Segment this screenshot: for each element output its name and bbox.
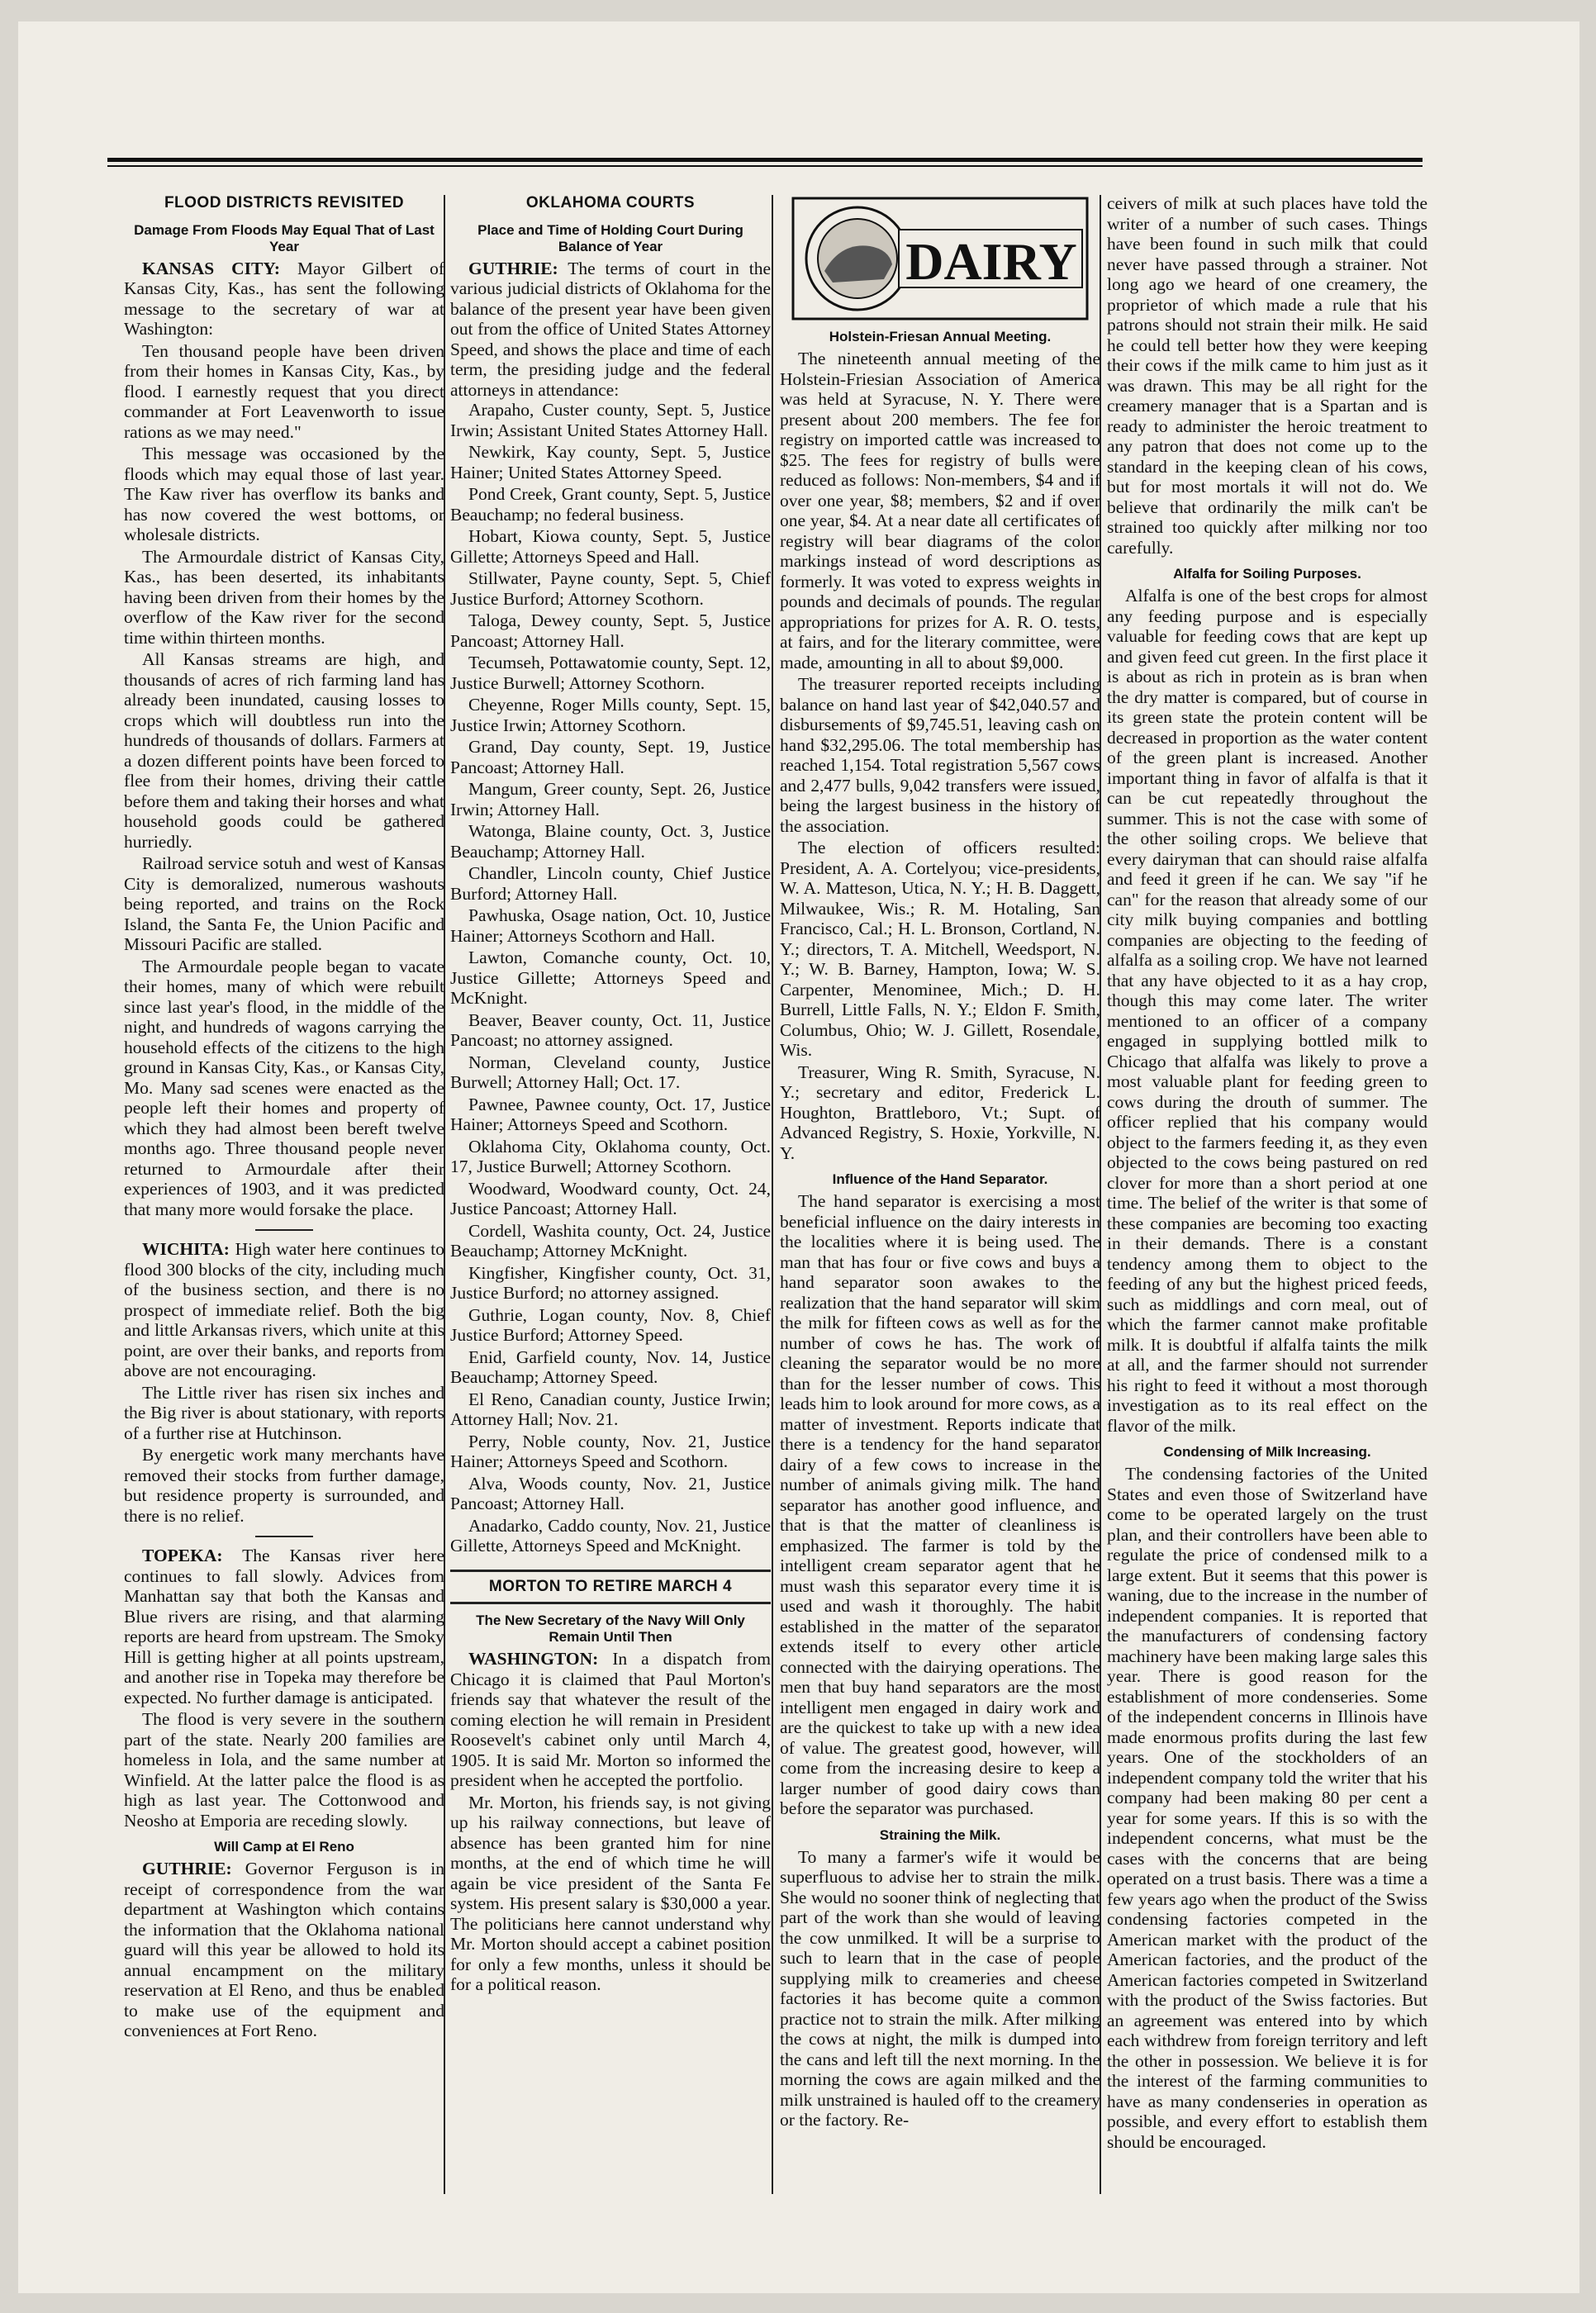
court-entry: Norman, Cleveland county, Justice Burwell; Attorney Hall; Oct. 17. — [450, 1052, 771, 1092]
court-entry: Mangum, Greer county, Sept. 26, Justice Irwin; Attorney Hall. — [450, 779, 771, 819]
separator-subhead: Influence of the Hand Separator. — [832, 1171, 1048, 1187]
condensing-subhead: Condensing of Milk Increasing. — [1163, 1444, 1371, 1460]
court-entry: Alva, Woods county, Nov. 21, Justice Pancoast; Attorney Hall. — [450, 1473, 771, 1513]
court-entry: Perry, Noble county, Nov. 21, Justice Hainer; Attorneys Speed and Scothorn. — [450, 1431, 771, 1471]
court-entry: Stillwater, Payne county, Sept. 5, Chief Justice Burford; Attorney Scothorn. — [450, 568, 771, 609]
paragraph: The Armourdale district of Kansas City, Kas., has been deserted, its inhabitants having been driven from their homes by the overflow of the Kaw river for the second time within thirteen months. — [124, 546, 444, 648]
column-1 — [124, 193, 444, 2041]
dairy-logo — [791, 197, 1089, 321]
court-entry: Taloga, Dewey county, Sept. 5, Justice Pancoast; Attorney Hall. — [450, 610, 771, 651]
divider — [255, 1229, 313, 1231]
paragraph: GUTHRIE: The terms of court in the various judicial districts of Oklahoma for the balance of the present year have been given out from the office of United States Attorney Speed, and shows the place and time of each term, the presiding judge and the federal attorneys in attendance: — [450, 258, 771, 400]
morton-subhead: The New Secretary of the Navy Will Only Remain Until Then — [476, 1612, 745, 1645]
court-entry: Newkirk, Kay county, Sept. 5, Justice Hainer; United States Attorney Speed. — [450, 442, 771, 482]
paragraph: WICHITA: High water here continues to flood 300 blocks of the city, including much of the business section, and there is no prospect of immediate relief. Both the big and little Arkansas rivers, which unite at this point, are over their banks, and reports from above are not encouraging. — [124, 1239, 444, 1380]
court-entry: Tecumseh, Pottawatomie county, Sept. 12, Justice Burwell; Attorney Scothorn. — [450, 653, 771, 693]
courts-headline: OKLAHOMA COURTS — [525, 194, 696, 211]
courts-subhead: Place and Time of Holding Court During Balance of Year — [477, 221, 743, 254]
column-4 — [1107, 193, 1427, 2152]
paragraph: WASHINGTON: In a dispatch from Chicago it is claimed that Paul Morton's friends say that whatever the result of the coming election he will remain in President Roosevelt's cabinet only until March 4, 1905. It is said Mr. Morton so informed the president when he accepted the portfolio. — [450, 1649, 771, 1790]
court-schedule-list — [450, 400, 771, 1556]
paragraph: The nineteenth annual meeting of the Holstein-Friesian Association of America was held at Syracuse, N. Y. There were present about 200 members. The fee for registry on imported cattle was increased to $25. The fees for registry of bulls were reduced as follows: Non-members, $4 and if over one year, $8; members, $2 and if over one year, $4. At a near date all certificates of registry will bear diagrams of the color markings instead of word descriptions as formerly. It was voted to express weights in pounds and decimals of pounds. The regular appropriations for prizes for A. R. O. tests, at fairs, and for the literary committee, were made, amounting in all to about $9,000. — [780, 349, 1100, 672]
court-entry: Cordell, Washita county, Oct. 24, Justice Beauchamp; Attorney McKnight. — [450, 1220, 771, 1261]
court-entry: Anadarko, Caddo county, Nov. 21, Justice Gillette, Attorneys Speed and McKnight. — [450, 1515, 771, 1555]
top-rule — [107, 158, 1423, 162]
paragraph: The election of officers resulted: President, A. A. Cortelyou; vice-presidents, W. A. Matteson, Utica, N. Y.; H. B. Daggett, Milwaukee, Wis.; R. M. Hotaling, San Francisco, Cal.; H. L. Bronson, Cortland, N. Y.; directors, T. A. Mitchell, Weedsport, N. Y.; W. B. Barney, Hampton, Iowa; W. S. Carpenter, Menominee, Mich.; D. H. Burrell, Little Falls, N. Y.; Eldon F. Smith, Columbus, Ohio; W. J. Gillett, Rosendale, Wis. — [780, 838, 1100, 1060]
paragraph: TOPEKA: The Kansas river here continues to fall slowly. Advices from Manhattan say that both the Kansas and Blue rivers are rising, and that alarming reports are heard from upstream. The Smoky Hill is getting higher at all points upstream, and another rise in Topeka may therefore be expected. No further damage is anticipated. — [124, 1546, 444, 1707]
paragraph: Railroad service sotuh and west of Kansas City is demoralized, numerous washouts being reported, and trains on the Rock Island, the Santa Fe, the Union Pacific and Missouri Pacific are stalled. — [124, 853, 444, 954]
paragraph: Mr. Morton, his friends say, is not giving up his railway connections, but leave of absence has been granted him for nine months, at the end of which time he will again be vice president of the Santa Fe system. His present salary is $30,000 a year. The politicians here cannot understand why Mr. Morton should accept a cabinet position for only a few months, unless it should be for a political reason. — [450, 1792, 771, 1994]
paragraph: The Armourdale people began to vacate their homes, many of which were rebuilt since last year's flood, in the middle of the night, and hundreds of wagons carrying the household effects of the citizens to the high ground in Kansas City, Kas., or Kansas City, Mo. Many sad scenes were enacted as the people left their homes and property of which they had almost been bereft twelve months ago. Three thousand people never returned to Armourdale after their experiences of 1903, and it was predicted that many more would forsake the place. — [124, 956, 444, 1219]
paragraph: Alfalfa is one of the best crops for almost any feeding purpose and is especially valuable for feeding cows that are kept up and given feed cut green. In the first place it is about as rich in protein as is bran when the dry matter is compared, but of course in its green state the protein content will be decreased in proportion as the water content of the green plant is increased. Another important thing in favor of alfalfa is that it can be cut repeatedly throughout the summer. This is not the case with some of the other soiling crops. We believe that every dairyman that can should raise alfalfa and feed it green if he can. We say "if he can" for the reason that already some of our city milk buying companies and bottling companies are objecting to the feeding of alfalfa as a soiling crop. We have not learned that any have objected to it as a hay crop, though this may come later. The writer mentioned to an officer of a company engaged in supplying bottled milk to Chicago that alfalfa was likely to prove a most valuable plant for feeding green to cows during the drouth of summer. The officer replied that his company would object to the farmers feeding it, as they even objected to the cows being pastured on red clover for more than a short period at one time. The belief of the writer is that some of these companies are becoming too exacting in their demands. There is a constant tendency among them to object to the feeding of any but the highest priced feeds, such as middlings and corn meal, out of which the farmer cannot make profitable milk. It is doubtful if alfalfa taints the milk at all, and the farmer should not surrender his right to feed it without a most thorough investigation as to its real effect on the flavor of the milk. — [1107, 586, 1427, 1436]
court-entry: Oklahoma City, Oklahoma county, Oct. 17, Justice Burwell; Attorney Scothorn. — [450, 1136, 771, 1176]
top-rule-thin — [107, 165, 1423, 167]
column-2 — [450, 193, 771, 1995]
court-entry: Watonga, Blaine county, Oct. 3, Justice Beauchamp; Attorney Hall. — [450, 821, 771, 862]
court-entry: Enid, Garfield county, Nov. 14, Justice Beauchamp; Attorney Speed. — [450, 1346, 771, 1387]
alfalfa-subhead: Alfalfa for Soiling Purposes. — [1173, 566, 1361, 582]
court-entry: Pawnee, Pawnee county, Oct. 17, Justice Hainer; Attorneys Speed and Scothorn. — [450, 1094, 771, 1134]
court-entry: Kingfisher, Kingfisher county, Oct. 31, Justice Burford; no attorney assigned. — [450, 1262, 771, 1303]
paragraph: The hand separator is exercising a most beneficial influence on the dairy interests in the localities where it is being used. The man that has four or five cows and buys a hand separator soon awakes to the realization that the hand separator will skim the milk for fifteen cows as well as for the number of cows he has. The work of cleaning the separator would be no more than for the lesser number of cows. This leads him to look around for more cows, as a matter of investment. Reports indicate that there is a tendency for the hand separator dairy of a few cows to increase in the number of animals giving milk. The hand separator has another good influence, and that is that the matter of cleanliness is emphasized. The farmer is told by the intelligent cream separator agent that he must wash this separator every time it is used and wash it thoroughly. The habit established in the matter of the separator extends itself to every other article connected with the dairying operations. The men that buy hand separators are the most intelligent men engaged in dairy work and are the quickest to take up with a new idea of value. The greatest good, however, will come from the increasing desire to keep a larger number of good dairy cows than before the separator was purchased. — [780, 1191, 1100, 1818]
court-entry: Pawhuska, Osage nation, Oct. 10, Justice Hainer; Attorneys Scothorn and Hall. — [450, 905, 771, 946]
flood-subhead: Damage From Floods May Equal That of Last Year — [134, 221, 435, 254]
column-3 — [780, 193, 1100, 2130]
dairy-logo-text: DAIRY — [905, 232, 1077, 291]
column-rule — [772, 195, 773, 2194]
paragraph: GUTHRIE: Governor Ferguson is in receipt of correspondence from the war department at Washington which contains the information that the Oklahoma national guard will this year be allowed to hold its annual encampment on the military reservation at El Reno, and thus be enabled to make use of the equipment and conveniences at Fort Reno. — [124, 1859, 444, 2040]
newspaper-page — [18, 21, 1579, 2293]
camp-subhead: Will Camp at El Reno — [214, 1839, 354, 1855]
paragraph: By energetic work many merchants have removed their stocks from further damage, but residence property is surrounded, and there is no relief. — [124, 1445, 444, 1526]
paragraph: Ten thousand people have been driven from their homes in Kansas City, Kas., by flood. I earnestly request that you direct commander at Fort Leavenworth to issue rations as we may need." — [124, 340, 444, 442]
divider — [255, 1536, 313, 1537]
court-entry: Guthrie, Logan county, Nov. 8, Chief Justice Burford; Attorney Speed. — [450, 1304, 771, 1345]
court-entry: Hobart, Kiowa county, Sept. 5, Justice Gillette; Attorneys Speed and Hall. — [450, 526, 771, 567]
court-entry: El Reno, Canadian county, Justice Irwin; Attorney Hall; Nov. 21. — [450, 1389, 771, 1429]
flood-headline: FLOOD DISTRICTS REVISITED — [164, 194, 405, 211]
paragraph-continued: ceivers of milk at such places have told the writer of a number of such cases. Things have been found in such milk that could never have passed through a strainer. Not long ago we heard of one creamery, the proprietor of which made a rule that his patrons should not strain their milk. He said he could tell better how they were keeping their cows if the milk came to him just as it was drawn. This may be all right for the creamery manager that is a Spartan and is ready to administer the heroic treatment to any patron that does not come up to the standard in the keeping clean of his cows, but for most mortals it will not do. We believe that ordinarily the milk can't be strained too quickly after milking nor too carefully. — [1107, 193, 1427, 558]
court-entry: Pond Creek, Grant county, Sept. 5, Justice Beauchamp; no federal business. — [450, 484, 771, 525]
paragraph: The condensing factories of the United States and even those of Switzerland have come to be operated largely on the trust plan, and their controllers have been able to regulate the price of condensed milk to a large extent. But it seems that this power is waning, due to the increase in the number of independent companies. It is reported that the manufacturers of condensing factory machinery have been making large sales this year. There is good reason for the establishment of more condenseries. Some of the independent concerns in Illinois have made enormous profits during the last few years. One of the stockholders of an independent company told the writer that his company had been making 80 per cent a year for some years. If this is so with the independent concerns, what must be the cases with the concerns that are being operated on a trust basis. There was a time a few years ago when the product of the Swiss condensing factories competed in the American market with the product of the American factories, and the product of the American factories competed in Switzerland with the product of the Swiss factories. But an agreement was entered into by which each withdrew from foreign territory and left the other in possession. We believe it is for the interest of the farming communities to have as many condenseries in operation as possible, and every effort to establish them should be encouraged. — [1107, 1464, 1427, 2152]
court-entry: Woodward, Woodward county, Oct. 24, Justice Pancoast; Attorney Hall. — [450, 1178, 771, 1218]
paragraph: The Little river has risen six inches and the Big river is about stationary, with reports of a further rise at Hutchinson. — [124, 1382, 444, 1443]
court-entry: Lawton, Comanche county, Oct. 10, Justice Gillette; Attorneys Speed and McKnight. — [450, 948, 771, 1008]
court-entry: Arapaho, Custer county, Sept. 5, Justice Irwin; Assistant United States Attorney Hall. — [450, 400, 771, 440]
holstein-subhead: Holstein-Friesan Annual Meeting. — [829, 329, 1052, 344]
paragraph: To many a farmer's wife it would be superfluous to advise her to strain the milk. She would no sooner think of neglecting that part of the work than she would of leaving the cow unmilked. It will be a surprise to such to learn that in the case of people supplying milk to creameries and cheese factories it has become quite a common practice not to strain the milk. After milking the cows at night, the milk is dumped into the cans and left till the next morning. In the morning the cows are again milked and the milk unstrained is hauled off to the creamery or the factory. Re- — [780, 1846, 1100, 2130]
morton-headline: MORTON TO RETIRE MARCH 4 — [450, 1570, 771, 1605]
straining-subhead: Straining the Milk. — [879, 1826, 1001, 1843]
paragraph: KANSAS CITY: Mayor Gilbert of Kansas City, Kas., has sent the following message to the secretary of war at Washington: — [124, 258, 444, 339]
paragraph: Treasurer, Wing R. Smith, Syracuse, N. Y.; secretary and editor, Frederick L. Houghton, Brattleboro, Vt.; Supt. of Advanced Registry, S. Hoxie, Yorkville, N. Y. — [780, 1062, 1100, 1163]
paragraph: All Kansas streams are high, and thousands of acres of rich farming land has already been inundated, causing losses to crops which will doubtless run into the hundreds of thousands of dollars. Farmers at a dozen different points have been forced to flee from their homes, driving their cattle before them and taking their horses and what household goods could be gathered hurriedly. — [124, 649, 444, 852]
court-entry: Beaver, Beaver county, Oct. 11, Justice Pancoast; no attorney assigned. — [450, 1009, 771, 1050]
court-entry: Grand, Day county, Sept. 19, Justice Pancoast; Attorney Hall. — [450, 737, 771, 777]
court-entry: Chandler, Lincoln county, Chief Justice Burford; Attorney Hall. — [450, 863, 771, 904]
paragraph: The treasurer reported receipts including balance on hand last year of $42,040.57 and disbursements of $9,745.51, leaving cash on hand $32,295.06. The total membership has reached 1,154. Total registration 5,567 cows and 2,477 bulls, 9,042 transfers were issued, being the largest business in the history of the association. — [780, 674, 1100, 836]
paragraph: This message was occasioned by the floods which may equal those of last year. The Kaw river has overflow its banks and has now covered the west bottoms, or wholesale districts. — [124, 444, 444, 544]
paragraph: The flood is very severe in the southern part of the state. Nearly 200 families are homeless in Iola, and the same number at Winfield. At the latter palce the flood is as high as last year. The Cottonwood and Neosho at Emporia are receding slowly. — [124, 1709, 444, 1831]
court-entry: Cheyenne, Roger Mills county, Sept. 15, Justice Irwin; Attorney Scothorn. — [450, 695, 771, 735]
